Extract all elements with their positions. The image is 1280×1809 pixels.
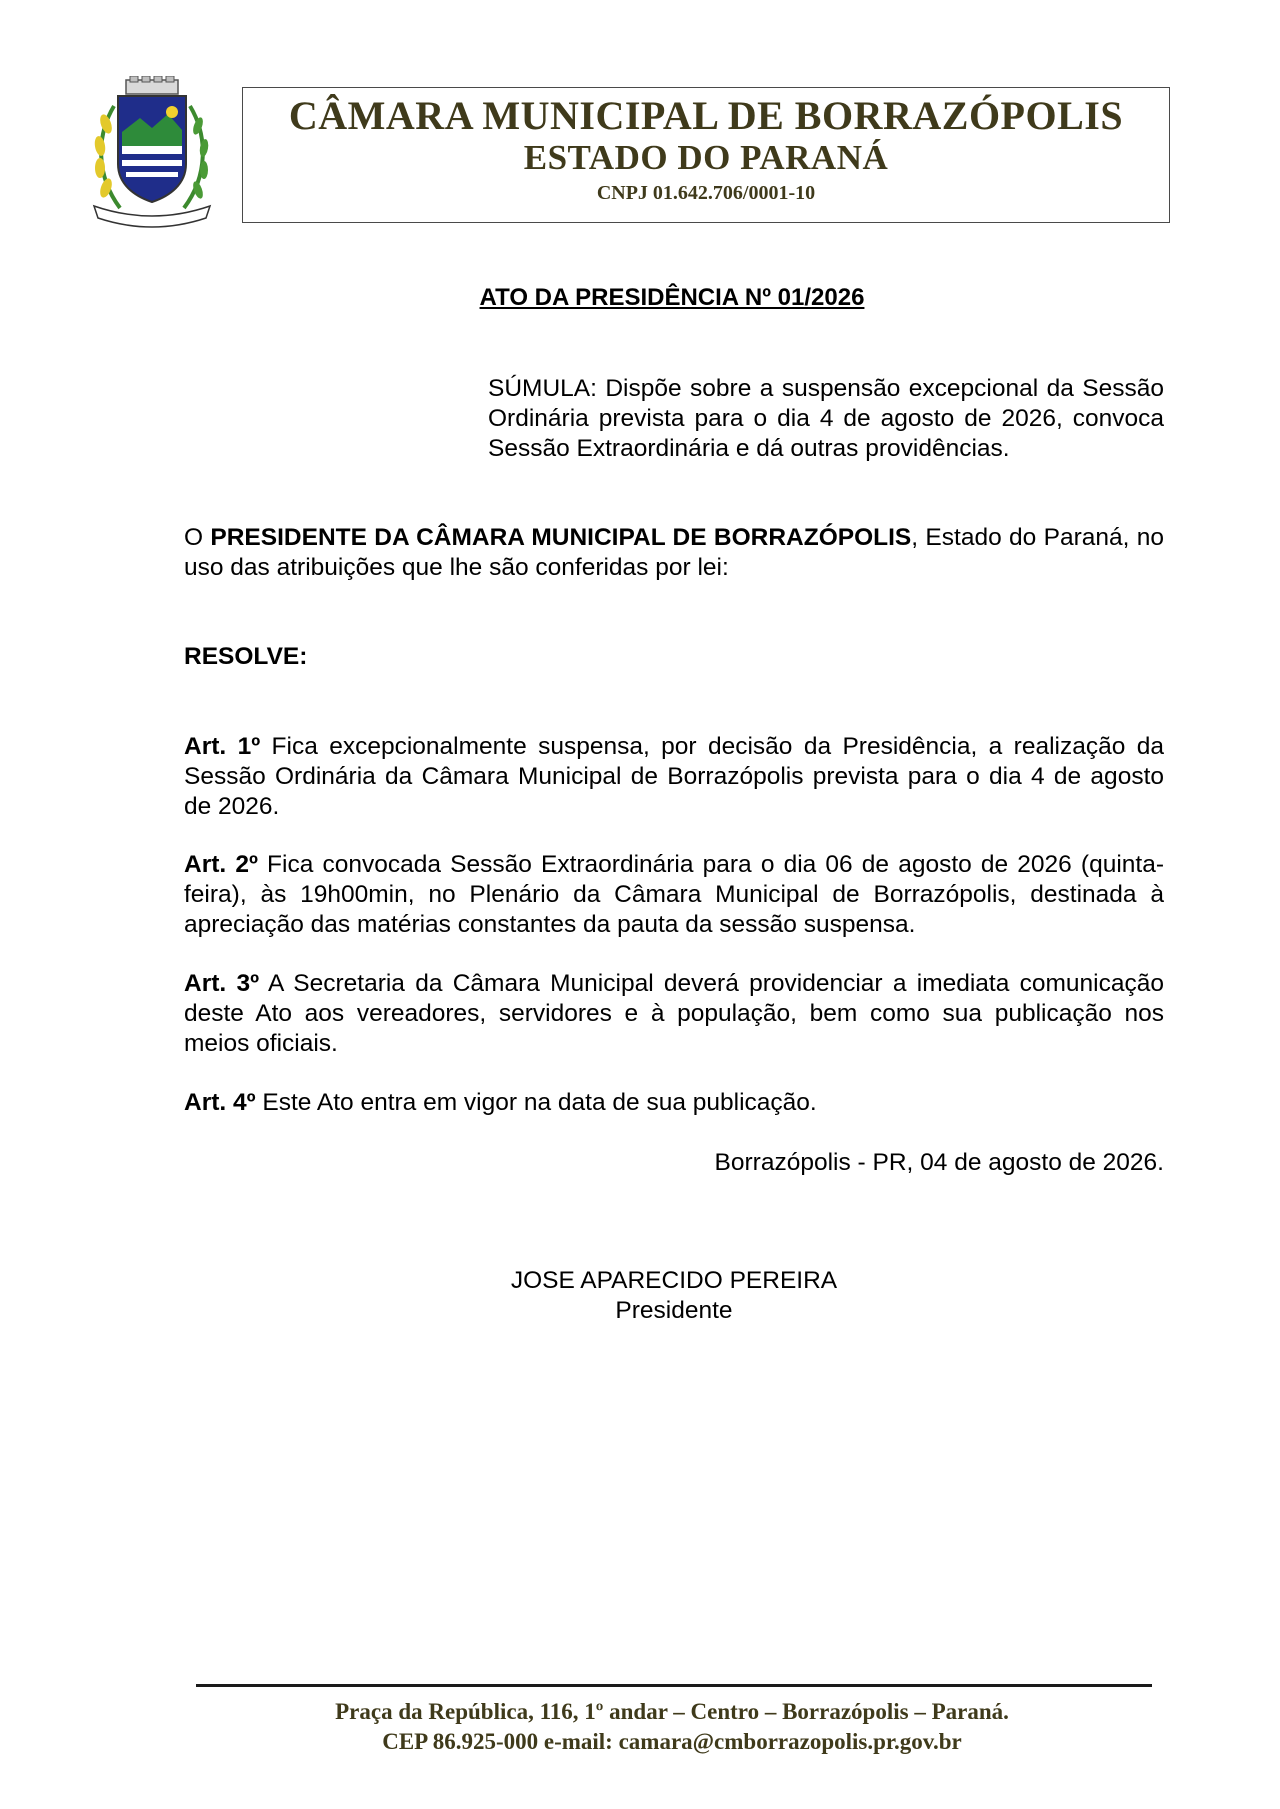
document-title: ATO DA PRESIDÊNCIA Nº 01/2026 — [479, 284, 865, 311]
place-and-date: Borrazópolis - PR, 04 de agosto de 2026. — [714, 1149, 1164, 1176]
signature-block — [480, 1266, 868, 1326]
preamble-paragraph — [184, 523, 1164, 583]
article-4 — [184, 1088, 1164, 1118]
header-box — [242, 87, 1170, 223]
preamble-rest: , Estado do Paraná, no uso das atribuições que lhe são conferidas por lei: — [184, 524, 1164, 581]
footer-divider — [196, 1684, 1152, 1687]
article-text: Fica excepcionalmente suspensa, por decisão da Presidência, a realização da Sessão Ordinária da Câmara Municipal de Borrazópolis prevista para o dia 4 de agosto de 2026. — [184, 733, 1164, 820]
resolve-heading: RESOLVE: — [184, 643, 308, 670]
article-2 — [184, 850, 1164, 940]
state-subtitle: ESTADO DO PARANÁ — [523, 138, 889, 177]
article-label: Art. 1º — [184, 733, 261, 760]
article-text: Fica convocada Sessão Extraordinária para o dia 06 de agosto de 2026 (quinta-feira), às 19h00min, no Plenário da Câmara Municipal de Borrazópolis, destinada à apreciação das matérias constantes da pauta da sessão suspensa. — [184, 851, 1165, 938]
footer — [0, 1697, 1280, 1757]
preamble-prefix: O — [184, 524, 211, 551]
footer-contact: CEP 86.925-000 e-mail: camara@cmborrazopolis.pr.gov.br — [382, 1729, 962, 1754]
signatory-name: JOSE APARECIDO PEREIRA — [510, 1267, 838, 1294]
preamble-bold: PRESIDENTE DA CÂMARA MUNICIPAL DE BORRAZÓPOLIS — [210, 524, 912, 551]
footer-address: Praça da República, 116, 1º andar – Centro – Borrazópolis – Paraná. — [335, 1699, 1009, 1724]
article-text: A Secretaria da Câmara Municipal deverá providenciar a imediata comunicação deste Ato aos vereadores, servidores e à população, bem como sua publicação nos meios oficiais. — [184, 970, 1164, 1057]
article-label: Art. 4º — [184, 1089, 256, 1116]
cnpj-number: CNPJ 01.642.706/0001-10 — [596, 182, 816, 204]
municipal-crest-logo — [80, 76, 224, 234]
article-1 — [184, 732, 1164, 822]
signatory-role: Presidente — [615, 1297, 733, 1324]
summary-paragraph: SÚMULA: Dispõe sobre a suspensão excepcional da Sessão Ordinária prevista para o dia 4 de agosto de 2026, convoca Sessão Extraordinária e dá outras providências. — [488, 375, 1164, 462]
article-label: Art. 3º — [184, 970, 260, 997]
institution-title: CÂMARA MUNICIPAL DE BORRAZÓPOLIS — [288, 93, 1124, 138]
article-label: Art. 2º — [184, 851, 258, 878]
article-3 — [184, 969, 1164, 1059]
article-text: Este Ato entra em vigor na data de sua publicação. — [255, 1089, 817, 1116]
